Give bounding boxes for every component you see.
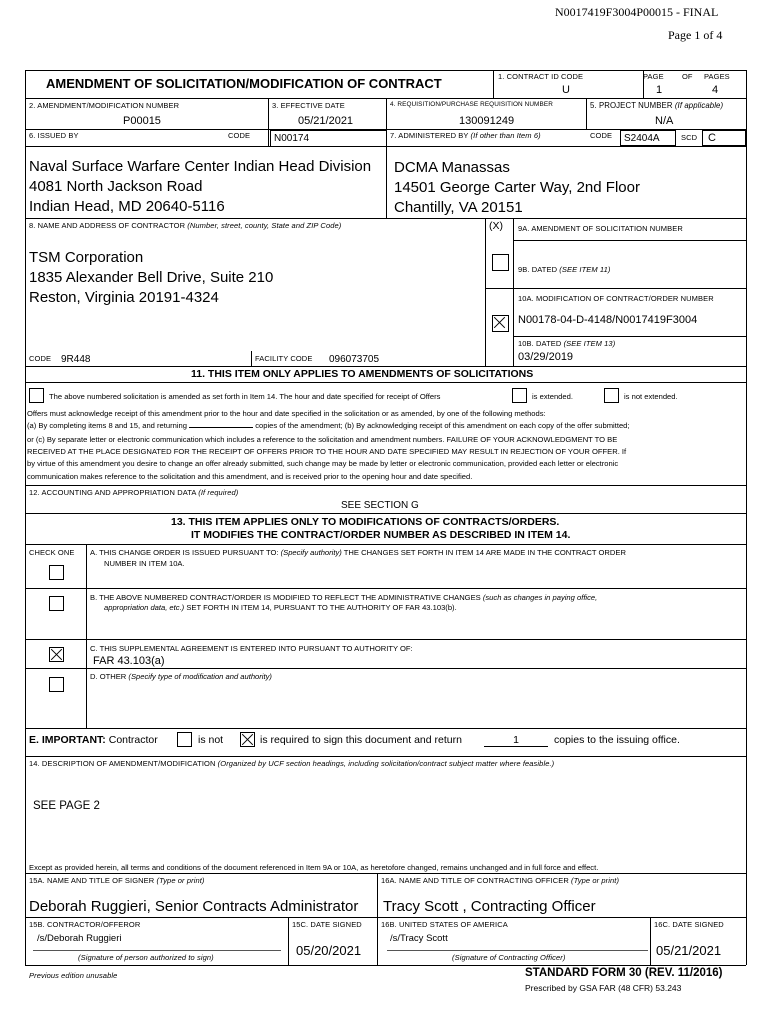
item13-heading-1: 13. THIS ITEM APPLIES ONLY TO MODIFICATIONS OF CONTRACTS/ORDERS. bbox=[171, 516, 560, 528]
not-extended-label: is not extended. bbox=[624, 392, 678, 401]
contractor-code-label: CODE bbox=[29, 354, 52, 363]
item12-value: SEE SECTION G bbox=[341, 500, 419, 511]
not-extended-checkbox[interactable] bbox=[604, 388, 619, 403]
page-col-label: PAGE bbox=[643, 72, 664, 81]
item15c-label: 15C. DATE SIGNED bbox=[292, 920, 362, 929]
item16a-label: 16A. NAME AND TITLE OF CONTRACTING OFFICER (Type or print) bbox=[381, 876, 620, 885]
item9a-label: 9A. AMENDMENT OF SOLICITATION NUMBER bbox=[518, 224, 683, 233]
extended-label: is extended. bbox=[532, 392, 573, 401]
requisition-number: 130091249 bbox=[459, 115, 515, 127]
item10b-label: 10B. DATED (SEE ITEM 13) bbox=[518, 339, 616, 348]
item16b-signature: /s/Tracy Scott bbox=[390, 933, 448, 944]
contract-id-label: 1. CONTRACT ID CODE bbox=[498, 72, 584, 81]
important-row: E. IMPORTANT: Contractor bbox=[29, 734, 158, 746]
issued-by-line-2: 4081 North Jackson Road bbox=[29, 178, 203, 195]
item15a-value: Deborah Ruggieri, Senior Contracts Administrator bbox=[29, 898, 359, 915]
administered-by-line-2: 14501 George Carter Way, 2nd Floor bbox=[394, 179, 640, 196]
contractor-label: 8. NAME AND ADDRESS OF CONTRACTOR (Number, street, county, State and ZIP Code) bbox=[29, 221, 342, 230]
item14-label: 14. DESCRIPTION OF AMENDMENT/MODIFICATION (Organized by UCF section headings, including solicitation/contract subject matter where feasible.) bbox=[29, 759, 555, 768]
administered-by-label: 7. ADMINISTERED BY (If other than Item 6) bbox=[390, 131, 541, 140]
amendment-number-label: 2. AMENDMENT/MODIFICATION NUMBER bbox=[29, 101, 180, 110]
item13d-label: D. OTHER (Specify type of modification and authority) bbox=[90, 672, 272, 681]
item12-label: 12. ACCOUNTING AND APPROPRIATION DATA (If required) bbox=[29, 488, 239, 497]
item15b-label: 15B. CONTRACTOR/OFFEROR bbox=[29, 920, 141, 929]
contractor-line-1: TSM Corporation bbox=[29, 249, 144, 266]
issued-by-code-label: CODE bbox=[228, 131, 251, 140]
effective-date: 05/21/2021 bbox=[298, 115, 354, 127]
item11-line1: The above numbered solicitation is amended as set forth in Item 14. The hour and date specified for receipt of Offers bbox=[49, 392, 441, 401]
contract-id-value: U bbox=[562, 84, 570, 96]
of-label: OF bbox=[682, 72, 693, 81]
item10b-value: 03/29/2019 bbox=[518, 351, 574, 363]
issued-by-line-1: Naval Surface Warfare Center Indian Head Division bbox=[29, 158, 372, 175]
pages-value: 4 bbox=[712, 84, 719, 96]
item10a-label: 10A. MODIFICATION OF CONTRACT/ORDER NUMBER bbox=[518, 294, 714, 303]
item9b-label: 9B. DATED (SEE ITEM 11) bbox=[518, 265, 611, 274]
item11-heading: 11. THIS ITEM ONLY APPLIES TO AMENDMENTS OF SOLICITATIONS bbox=[191, 368, 534, 380]
item10-checkbox[interactable] bbox=[492, 315, 509, 332]
item10a-value: N00178-04-D-4148/N0017419F3004 bbox=[518, 314, 698, 326]
is-not-label: is not bbox=[198, 734, 224, 746]
item13c-label: C. THIS SUPPLEMENTAL AGREEMENT IS ENTERED INTO PURSUANT TO AUTHORITY OF: bbox=[90, 644, 413, 653]
contractor-is-required-checkbox[interactable] bbox=[240, 732, 255, 747]
item13b-line-1: B. THE ABOVE NUMBERED CONTRACT/ORDER IS MODIFIED TO REFLECT THE ADMINISTRATIVE CHANGES (such as changes in paying office, bbox=[90, 593, 598, 602]
issued-by-line-3: Indian Head, MD 20640-5116 bbox=[29, 198, 225, 215]
scd-box bbox=[702, 130, 746, 146]
administered-by-code-label: CODE bbox=[590, 131, 613, 140]
contractor-is-not-checkbox[interactable] bbox=[177, 732, 192, 747]
issued-by-code: N00174 bbox=[274, 133, 310, 144]
administered-by-line-1: DCMA Manassas bbox=[394, 159, 510, 176]
item13b-line-2: appropriation data, etc.) SET FORTH IN ITEM 14, PURSUANT TO THE AUTHORITY OF FAR 43.103(b). bbox=[104, 603, 457, 612]
x-mark-label: (X) bbox=[489, 220, 503, 232]
effective-date-label: 3. EFFECTIVE DATE bbox=[272, 101, 345, 110]
item11-checkbox[interactable] bbox=[29, 388, 44, 403]
item13a-line-2: NUMBER IN ITEM 10A. bbox=[104, 559, 185, 568]
check-one-label: CHECK ONE bbox=[29, 548, 75, 557]
copies-count: 1 bbox=[484, 734, 548, 747]
item16b-label: 16B. UNITED STATES OF AMERICA bbox=[381, 920, 508, 929]
contractor-line-2: 1835 Alexander Bell Drive, Suite 210 bbox=[29, 269, 274, 286]
page-number: Page 1 of 4 bbox=[668, 28, 723, 42]
item11-para-3: or (c) By separate letter or electronic communication which includes a reference to the solicitation and amendment numbers. FAILURE OF YOUR ACKNOWLEDGMENT TO BE bbox=[27, 435, 618, 444]
item13c-value: FAR 43.103(a) bbox=[93, 655, 165, 667]
issued-by-label: 6. ISSUED BY bbox=[29, 131, 79, 140]
project-number: N/A bbox=[655, 115, 674, 127]
item11-para-6: communication makes reference to the solicitation and this amendment, and is received prior to the opening hour and date specified. bbox=[27, 472, 473, 481]
requisition-label: 4. REQUISITION/PURCHASE REQUISITION NUMBER bbox=[390, 101, 553, 108]
item15c-value: 05/20/2021 bbox=[296, 943, 362, 958]
copies-text: copies to the issuing office. bbox=[554, 734, 680, 746]
standard-form-id: STANDARD FORM 30 (REV. 11/2016) bbox=[525, 967, 723, 979]
form-title: AMENDMENT OF SOLICITATION/MODIFICATION OF CONTRACT bbox=[46, 76, 442, 91]
pages-col-label: PAGES bbox=[704, 72, 730, 81]
item13a-line-1: A. THIS CHANGE ORDER IS ISSUED PURSUANT TO: (Specify authority) THE CHANGES SET FORTH IN ITEM 14 ARE MADE IN THE CONTRACT ORDER bbox=[90, 548, 626, 557]
item13a-checkbox[interactable] bbox=[49, 565, 64, 580]
project-number-label: 5. PROJECT NUMBER (If applicable) bbox=[590, 101, 724, 110]
scd-value: C bbox=[708, 132, 716, 144]
item16c-value: 05/21/2021 bbox=[656, 943, 722, 958]
item11-para-2: (a) By completing items 8 and 15, and returning copies of the amendment; (b) By acknowledging receipt of this amendment on each copy of the offer submitted; bbox=[27, 421, 630, 430]
facility-code: 096073705 bbox=[329, 354, 380, 365]
contractor-code: 9R448 bbox=[61, 354, 91, 365]
item14-body: SEE PAGE 2 bbox=[33, 800, 100, 812]
item15b-signature: /s/Deborah Ruggieri bbox=[37, 933, 122, 944]
item9-checkbox[interactable] bbox=[492, 254, 509, 271]
scd-label: SCD bbox=[681, 133, 698, 142]
administered-by-code: S2404A bbox=[624, 133, 660, 144]
item13b-checkbox[interactable] bbox=[49, 596, 64, 611]
document-id: N0017419F3004P00015 - FINAL bbox=[555, 5, 719, 19]
item16b-caption: (Signature of Contracting Officer) bbox=[452, 953, 566, 962]
prescribed-by: Prescribed by GSA FAR (48 CFR) 53.243 bbox=[525, 983, 682, 993]
item15b-caption: (Signature of person authorized to sign) bbox=[78, 953, 214, 962]
contractor-line-3: Reston, Virginia 20191-4324 bbox=[29, 289, 219, 306]
page-value: 1 bbox=[656, 84, 663, 96]
item13d-checkbox[interactable] bbox=[49, 677, 64, 692]
item11-para-4: RECEIVED AT THE PLACE DESIGNATED FOR THE RECEIPT OF OFFERS PRIOR TO THE HOUR AND DATE SPECIFIED MAY RESULT IN REJECTION OF YOUR OFFER. If bbox=[27, 447, 627, 456]
item13c-checkbox[interactable] bbox=[49, 647, 64, 662]
extended-checkbox[interactable] bbox=[512, 388, 527, 403]
facility-code-label: FACILITY CODE bbox=[255, 354, 313, 363]
amendment-number: P00015 bbox=[123, 115, 161, 127]
issued-by-code-box bbox=[270, 130, 386, 146]
except-text: Except as provided herein, all terms and conditions of the document referenced in Item 9A or 10A, as heretofore changed, remains unchanged and in full force and effect. bbox=[29, 863, 599, 872]
item16a-value: Tracy Scott , Contracting Officer bbox=[383, 898, 596, 915]
item16c-label: 16C. DATE SIGNED bbox=[654, 920, 724, 929]
item11-para-5: by virtue of this amendment you desire to change an offer already submitted, such change may be made by letter or electronic communication, provided each letter or electronic bbox=[27, 459, 619, 468]
previous-edition-note: Previous edition unusable bbox=[29, 971, 118, 980]
is-required-label: is required to sign this document and return bbox=[260, 734, 462, 746]
item15a-label: 15A. NAME AND TITLE OF SIGNER (Type or print) bbox=[29, 876, 205, 885]
administered-by-code-box bbox=[620, 130, 676, 146]
administered-by-line-3: Chantilly, VA 20151 bbox=[394, 199, 523, 216]
item11-para-1: Offers must acknowledge receipt of this amendment prior to the hour and date specified in the solicitation or as amended, by one of the following methods: bbox=[27, 409, 546, 418]
item13-heading-2: IT MODIFIES THE CONTRACT/ORDER NUMBER AS DESCRIBED IN ITEM 14. bbox=[191, 529, 571, 541]
